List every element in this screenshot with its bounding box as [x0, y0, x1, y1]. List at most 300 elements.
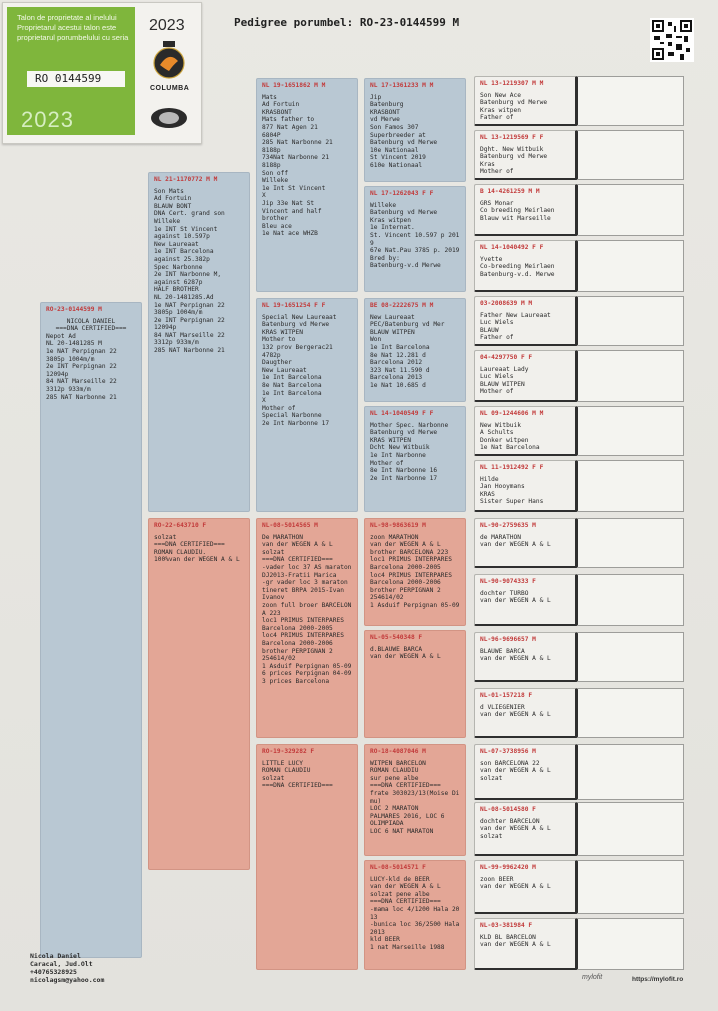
gen3-line: Special New Laureaat [262, 313, 337, 321]
gen5-line: Father of [480, 334, 514, 342]
gen5-line: van der WEGEN A & L [480, 825, 551, 833]
gen5-ring-number: NL 13-1219569 F F [480, 134, 544, 141]
gen6-placeholder [578, 688, 684, 738]
gen3-line: brother [262, 215, 289, 223]
gen5-card[interactable] [474, 184, 578, 236]
gen3-line: X [262, 192, 266, 200]
gen3-line: New Laureaat [262, 366, 307, 374]
gen4-line: 9 [370, 239, 374, 247]
gen3-line: tineret BRPA 2015-Ivan [262, 586, 344, 594]
gen3-ring-number: NL 19-1651254 F F [262, 302, 326, 309]
root-line: 1e NAT Perpignan 22 [46, 347, 117, 355]
gen5-line: Sister Super Hans [480, 498, 544, 506]
dam-line: ===DNA CERTIFIED=== [154, 541, 225, 549]
gen3-line: 877 Nat Agen 21 [262, 123, 318, 131]
gen5-line: van der WEGEN A & L [480, 655, 551, 663]
gen3-line: LITTLE LUCY [262, 759, 303, 767]
gen4-line: Batenburg-v.d Merwe [370, 262, 441, 270]
gen4-card[interactable] [364, 186, 466, 292]
sire-line: 285 NAT Narbonne 21 [154, 347, 225, 355]
gen5-card[interactable] [474, 460, 578, 512]
gen4-line: Willeke [370, 201, 397, 209]
gen5-line: Batenburg vd Merwe [480, 153, 548, 161]
gen3-line: ROMAN CLAUDIU [262, 767, 311, 775]
gen4-line: ROMAN CLAUDIU [370, 767, 419, 775]
gen3-line: Ad Fortuin [262, 101, 300, 109]
gen5-line: New Witbuik [480, 421, 521, 429]
gen5-line: GRS Monar [480, 199, 514, 207]
gen4-card[interactable] [364, 860, 466, 970]
gen5-line: KLD BL BARCELON [480, 933, 536, 941]
gen4-ring-number: NL 14-1040549 F F [370, 410, 434, 417]
gen4-line: Batenburg [370, 101, 404, 109]
gen6-placeholder [578, 406, 684, 456]
gen5-line: A Schults [480, 429, 514, 437]
gen3-line: Ivanov [262, 594, 285, 602]
gen3-line: 1e Nat ace WHZB [262, 230, 318, 238]
gen3-line: 6804P [262, 131, 281, 139]
gen3-card[interactable] [256, 518, 358, 738]
gen4-line: Jip [370, 93, 382, 101]
gen4-line: PEC/Batenburg vd Mer [370, 321, 445, 329]
gen5-ring-number: NL-96-9696657 M [480, 636, 536, 643]
sire-line: 84 NAT Marseille 22 [154, 331, 225, 339]
sire-card[interactable] [148, 172, 250, 512]
gen3-card[interactable] [256, 298, 358, 512]
gen4-ring-number: NL-98-9863619 M [370, 522, 426, 529]
gen4-ring-number: BE 08-2222675 M M [370, 302, 434, 309]
root-line: 3312p 933m/m [46, 385, 91, 393]
gen5-line: van der WEGEN A & L [480, 597, 551, 605]
gen3-line: Jip 33e Nat St [262, 199, 315, 207]
gen4-line: vd Merwe [370, 116, 400, 124]
gen5-card[interactable] [474, 574, 578, 626]
columba-label: COLUMBA [150, 85, 190, 92]
gen3-line: 8188p [262, 161, 281, 169]
gen4-line: KRAS WITPEN [370, 436, 411, 444]
gen3-line: Vincent and half [262, 207, 322, 215]
gen4-line: d.BLAUWE BARCA [370, 645, 423, 653]
talon-year: 2023 [21, 107, 74, 132]
talon-emblem-icon [149, 107, 189, 129]
talon-line-3: proprietarul porumbelului cu seria [17, 33, 129, 42]
sire-line: against 10.597p [154, 233, 210, 241]
sire-line: BLAUW BONT [154, 202, 192, 210]
gen3-line: Special Narbonne [262, 412, 322, 420]
gen3-line: -gr vader loc 3 maraton [262, 579, 348, 587]
gen3-line: KRASBONT [262, 108, 292, 116]
gen5-line: van der WEGEN A & L [480, 941, 551, 949]
gen5-ring-number: NL 14-1040492 F F [480, 244, 544, 251]
gen5-line: van der WEGEN A & L [480, 541, 551, 549]
gen4-line: 67e Nat.Pau 3785 p. 2019 [370, 247, 460, 255]
gen5-card[interactable] [474, 130, 578, 180]
gen3-line: brother PERPIGNAN 2 [262, 647, 333, 655]
gen3-line: Willeke [262, 177, 289, 185]
talon-year-label: 2023 [149, 17, 185, 34]
columba-logo-icon [151, 41, 187, 81]
gen4-line: Batenburg vd Merwe [370, 139, 438, 147]
gen3-line: Mother of [262, 404, 296, 412]
owner-address: Caracal, Jud.Olt [30, 960, 93, 968]
gen5-line: Blauw wit Marseille [480, 214, 551, 222]
sire-line: Son Mats [154, 187, 184, 195]
sire-line: 3312p 933m/m [154, 339, 199, 347]
dam-line: ROMAN CLAUDIU. [154, 548, 207, 556]
mylofit-logo-icon: mylofit [582, 974, 603, 981]
gen3-ring-number: NL 19-1651862 M M [262, 82, 326, 89]
gen3-line: Daugther [262, 359, 292, 367]
gen6-placeholder [578, 802, 684, 856]
root-line: 84 NAT Marseille 22 [46, 378, 117, 386]
dam-card[interactable] [148, 518, 250, 870]
gen5-line: Jan Hooymans [480, 483, 525, 491]
gen5-line: van der WEGEN A & L [480, 767, 551, 775]
talon-ring-number: RO 0144599 [27, 71, 125, 87]
gen5-line: solzat [480, 832, 503, 840]
gen4-line: BLAUW WITPEN [370, 328, 415, 336]
gen4-line: Mother of [370, 459, 404, 467]
sire-line: 2e INT Narbonne M, [154, 271, 222, 279]
gen4-line: LOC 6 NAT MARATON [370, 827, 434, 835]
gen4-line: van der WEGEN A & L [370, 883, 441, 891]
gen3-line: solzat [262, 774, 285, 782]
gen6-placeholder [578, 744, 684, 800]
gen5-ring-number: B 14-4261259 M M [480, 188, 540, 195]
gen3-line: loc4 PRIMUS INTERPARES [262, 632, 344, 640]
gen5-card[interactable] [474, 406, 578, 456]
gen5-card[interactable] [474, 802, 578, 856]
gen4-line: 2013 [370, 928, 385, 936]
gen6-placeholder [578, 184, 684, 236]
talon-line-1: Talon de proprietate al inelului [17, 13, 117, 22]
gen4-line: van der WEGEN A & L [370, 541, 441, 549]
gen4-line: sur pene albe [370, 774, 419, 782]
root-line: NICOLA DANIEL [66, 317, 116, 325]
gen3-line: DJ2013-Fratii Marica [262, 571, 337, 579]
gen3-ring-number: RO-19-329282 F [262, 748, 315, 755]
gen4-line: Barcelona 2000-2005 [370, 563, 441, 571]
root-line: 3805p 1004m/m [46, 355, 95, 363]
gen5-ring-number: NL-01-157218 F [480, 692, 533, 699]
gen4-line: Bred by: [370, 254, 400, 262]
owner-email[interactable]: nicolagsm@yahoo.com [30, 976, 105, 984]
gen4-line: zoon MARATHON [370, 533, 419, 541]
gen4-line: Kras witpen [370, 216, 411, 224]
gen5-card[interactable] [474, 918, 578, 970]
root-line: 2e INT Perpignan 22 [46, 363, 117, 371]
gen3-line: loc1 PRIMUS INTERPARES [262, 617, 344, 625]
gen4-line: solzat pene albe [370, 890, 430, 898]
gen5-line: Luc Wiels [480, 373, 514, 381]
gen5-line: BLAUW [480, 326, 499, 334]
gen5-line: Kras witpen [480, 106, 521, 114]
gen5-ring-number: NL-99-9962420 M [480, 864, 536, 871]
gen5-card[interactable] [474, 350, 578, 402]
root-line: ===DNA CERTIFIED=== [55, 325, 127, 333]
sire-line: against 6287p [154, 278, 203, 286]
gen4-ring-number: RO-18-4087046 M [370, 748, 426, 755]
gen5-line: de MARATHON [480, 533, 521, 541]
gen4-line: New Laureaat [370, 313, 415, 321]
gen3-line: 8188p [262, 146, 281, 154]
gen3-line: 1e Int Barcelona [262, 389, 322, 397]
gen4-line: 13 [370, 913, 378, 921]
gen5-line: Batenburg-v.d. Merwe [480, 270, 555, 278]
gen5-card[interactable] [474, 744, 578, 800]
page-title: Pedigree porumbel: RO-23-0144599 M [234, 16, 460, 29]
gen4-line: 1 nat Marseille 1988 [370, 943, 445, 951]
gen4-line: WITPEN BARCELON [370, 759, 426, 767]
gen5-card[interactable] [474, 240, 578, 292]
talon-green-panel [7, 7, 135, 135]
gen5-card[interactable] [474, 296, 578, 346]
gen4-line: 610e Nationaal [370, 161, 423, 169]
gen3-line: 285 Nat Narbonne 21 [262, 139, 333, 147]
gen4-line: 1e Int Narbonne [370, 451, 426, 459]
gen4-line: ===DNA CERTIFIED=== [370, 782, 441, 790]
gen3-line: Mother to [262, 336, 296, 344]
dam-line: 100%van der WEGEN A & L [154, 556, 240, 564]
gen3-card[interactable] [256, 744, 358, 970]
gen5-line: 1e Nat Barcelona [480, 444, 540, 452]
gen3-ring-number: NL-08-5014565 M [262, 522, 318, 529]
gen4-line: 8e Nat 12.281 d [370, 351, 426, 359]
gen3-card[interactable] [256, 78, 358, 292]
gen4-line: St. Vincent 10.597 p 201 [370, 231, 460, 239]
gen4-line: 1 Asduif Perpignan 05-09 [370, 601, 460, 609]
gen5-line: Hilde [480, 475, 499, 483]
gen4-line: Barcelona 2013 [370, 374, 423, 382]
gen3-line: Barcelona 2000-2005 [262, 624, 333, 632]
gen5-line: Dght. New Witbuik [480, 145, 544, 153]
gen5-line: Co-breeding Meirlaen [480, 263, 555, 271]
gen4-line: Barcelona 2012 [370, 359, 423, 367]
gen5-line: d VLIEGENIER [480, 703, 525, 711]
gen5-card[interactable] [474, 632, 578, 682]
talon-line-2: Proprietarul acestui talon este [17, 23, 117, 32]
gen4-line: 254614/02 [370, 594, 404, 602]
sire-line: 12094p [154, 324, 177, 332]
gen6-placeholder [578, 76, 684, 126]
gen5-line: Laureaat Lady [480, 365, 529, 373]
gen5-line: Batenburg vd Merwe [480, 99, 548, 107]
gen5-line: Mother of [480, 388, 514, 396]
sire-line: 2e INT Perpignan 22 [154, 316, 225, 324]
gen4-line: 8e Int Narbonne 16 [370, 467, 438, 475]
gen4-card[interactable] [364, 744, 466, 856]
sire-line: against 25.382p [154, 255, 210, 263]
gen6-placeholder [578, 130, 684, 180]
gen4-line: loc1 PRIMUS INTERPARES [370, 556, 452, 564]
gen3-line: ===DNA CERTIFIED=== [262, 782, 333, 790]
gen3-line: Son off [262, 169, 289, 177]
gen3-line: -vader loc 37 AS maraton [262, 563, 352, 571]
root-line: 285 NAT Narbonne 21 [46, 393, 117, 401]
gen4-line: Superbreeder at [370, 131, 426, 139]
gen3-line: Mats [262, 93, 277, 101]
gen6-placeholder [578, 918, 684, 970]
gen4-line: brother PERPIGNAN 2 [370, 586, 441, 594]
gen4-line: -mama loc 4/1200 Hala 20 [370, 905, 460, 913]
gen4-line: Batenburg vd Merwe [370, 429, 438, 437]
sire-ring-number: NL 21-1170772 M M [154, 176, 218, 183]
gen5-line: KRAS [480, 490, 495, 498]
gen5-ring-number: NL 13-1219307 M M [480, 80, 544, 87]
gen3-line: X [262, 397, 266, 405]
gen3-line: Bleu ace [262, 222, 292, 230]
owner-phone: +40765328925 [30, 968, 77, 976]
gen5-ring-number: 04-4297750 F F [480, 354, 533, 361]
gen4-line: Son Famos 307 [370, 123, 419, 131]
sire-line: New Laureaat [154, 240, 199, 248]
gen3-line: zoon full broer BARCELON [262, 601, 352, 609]
sire-line: 1e INT Barcelona [154, 248, 214, 256]
gen4-card[interactable] [364, 406, 466, 512]
sire-line: HALF BROTHER [154, 286, 199, 294]
gen5-card[interactable] [474, 688, 578, 738]
gen4-line: Dcht New Witbuik [370, 444, 430, 452]
gen3-line: KRAS WITPEN [262, 328, 303, 336]
dam-ring-number: RO-22-643710 F [154, 522, 207, 529]
gen3-line: Barcelona 2000-2006 [262, 639, 333, 647]
dam-line: solzat [154, 533, 177, 541]
gen5-line: Kras [480, 160, 495, 168]
gen4-line: frate 303023/13(Moise Di [370, 789, 460, 797]
gen3-line: 3 prices Barcelona [262, 677, 330, 685]
root-line: 12094p [46, 370, 69, 378]
gen4-line: LOC 2 MARATON [370, 805, 419, 813]
gen5-line: Son New Ace [480, 91, 521, 99]
gen5-line: Yvette [480, 255, 503, 263]
gen5-ring-number: NL-90-2759635 M [480, 522, 536, 529]
owner-contact [30, 952, 104, 984]
gen4-line: brother BARCELONA 223 [370, 548, 449, 556]
gen4-ring-number: NL 17-1361233 M M [370, 82, 434, 89]
gen3-line: Mats father to [262, 116, 315, 124]
gen5-line: son BARCELONA 22 [480, 759, 540, 767]
gen4-line: -bunica loc 36/2500 Hala [370, 921, 460, 929]
gen4-line: PALMARES 2016, LOC 6 [370, 812, 445, 820]
gen4-line: 1e Int Barcelona [370, 343, 430, 351]
gen4-line: LUCY-kld de BEER [370, 875, 430, 883]
gen6-placeholder [578, 574, 684, 626]
gen5-line: BLAUW WITPEN [480, 380, 525, 388]
root-line: NL 20-1481285 M [46, 340, 102, 348]
gen4-card[interactable] [364, 78, 466, 182]
gen3-line: 8e Nat Barcelona [262, 381, 322, 389]
pedigree-root-card[interactable] [40, 302, 142, 958]
mylofit-url-link[interactable]: https://mylofit.ro [632, 976, 684, 983]
gen3-line: van der WEGEN A & L [262, 541, 333, 549]
gen3-line: A 223 [262, 609, 281, 617]
gen3-line: 1 Asduif Perpignan 05-09 [262, 662, 352, 670]
gen5-ring-number: NL 11-1912492 F F [480, 464, 544, 471]
gen5-line: Donker witpen [480, 436, 529, 444]
gen5-card[interactable] [474, 860, 578, 914]
gen4-line: loc4 PRIMUS INTERPARES [370, 571, 452, 579]
gen5-line: Mother of [480, 168, 514, 176]
gen6-placeholder [578, 296, 684, 346]
gen4-line: 2e Int Narbonne 17 [370, 474, 438, 482]
gen5-line: Luc Wiels [480, 319, 514, 327]
gen6-placeholder [578, 860, 684, 914]
sire-line: NL 20-1481285.Ad [154, 293, 214, 301]
gen4-line: 1e Nat 10.685 d [370, 381, 426, 389]
gen3-line: 254614/02 [262, 655, 296, 663]
gen5-line: van der WEGEN A & L [480, 711, 551, 719]
gen4-card[interactable] [364, 630, 466, 738]
gen4-line: Barcelona 2000-2006 [370, 579, 441, 587]
gen5-card[interactable] [474, 76, 578, 126]
gen5-line: Father New Laureaat [480, 311, 551, 319]
gen5-line: van der WEGEN A & L [480, 883, 551, 891]
gen4-line: KRASBONT [370, 108, 400, 116]
gen3-line: Batenburg vd Merwe [262, 321, 330, 329]
gen4-card[interactable] [364, 298, 466, 402]
gen4-ring-number: NL-05-540348 F [370, 634, 423, 641]
gen5-line: dochter BARCELON [480, 817, 540, 825]
owner-name: Nicola Daniel [30, 952, 81, 960]
sire-line: Spec Narbonne [154, 263, 203, 271]
sire-line: 3805p 1004m/m [154, 309, 203, 317]
gen3-line: 1e Int St Vincent [262, 184, 326, 192]
gen4-line: 10e Nationaal [370, 146, 419, 154]
gen5-ring-number: NL-03-381984 F [480, 922, 533, 929]
gen3-line: 132 prov Bergerac21 [262, 343, 333, 351]
gen5-ring-number: NL-90-9074333 F [480, 578, 536, 585]
gen5-card[interactable] [474, 518, 578, 568]
root-line: Nepot Ad [46, 332, 76, 340]
sire-line: 1e NAT Perpignan 22 [154, 301, 225, 309]
gen5-ring-number: NL-07-3738956 M [480, 748, 536, 755]
gen3-line: 4782p [262, 351, 281, 359]
gen4-card[interactable] [364, 518, 466, 626]
gen4-line: kld BEER [370, 936, 400, 944]
sire-line: DNA Cert. grand son [154, 210, 225, 218]
gen4-line: OLIMPIADA [370, 820, 404, 828]
gen3-line: De MARATHON [262, 533, 303, 541]
gen3-line: ===DNA CERTIFIED=== [262, 556, 333, 564]
gen5-line: Co breeding Meirlaen [480, 207, 555, 215]
gen3-line: 2e Int Narbonne 17 [262, 419, 330, 427]
gen6-placeholder [578, 240, 684, 292]
sire-line: Ad Fortuin [154, 195, 192, 203]
gen5-line: dochter TURBO [480, 589, 529, 597]
gen5-line: BLAUWE BARCA [480, 647, 525, 655]
gen4-line: ===DNA CERTIFIED=== [370, 898, 441, 906]
ownership-talon-card [2, 2, 202, 144]
gen5-line: solzat [480, 774, 503, 782]
gen4-line: Won [370, 336, 382, 344]
gen4-ring-number: NL-08-5014571 F [370, 864, 426, 871]
gen5-line: zoon BEER [480, 875, 514, 883]
gen5-ring-number: NL-08-5014580 F [480, 806, 536, 813]
gen6-placeholder [578, 460, 684, 512]
sire-line: 1e INT St Vincent [154, 225, 218, 233]
gen4-ring-number: NL 17-1262043 F F [370, 190, 434, 197]
gen6-placeholder [578, 632, 684, 682]
gen3-line: 734Nat Narbonne 21 [262, 154, 330, 162]
sire-line: Willeke [154, 217, 181, 225]
gen4-line: St Vincent 2019 [370, 154, 426, 162]
gen4-line: mu) [370, 797, 382, 805]
gen4-line: van der WEGEN A & L [370, 653, 441, 661]
gen6-placeholder [578, 350, 684, 402]
root-ring-number: RO-23-0144599 M [46, 306, 102, 313]
qr-code-icon [650, 18, 694, 62]
gen3-line: 1e Int Barcelona [262, 374, 322, 382]
